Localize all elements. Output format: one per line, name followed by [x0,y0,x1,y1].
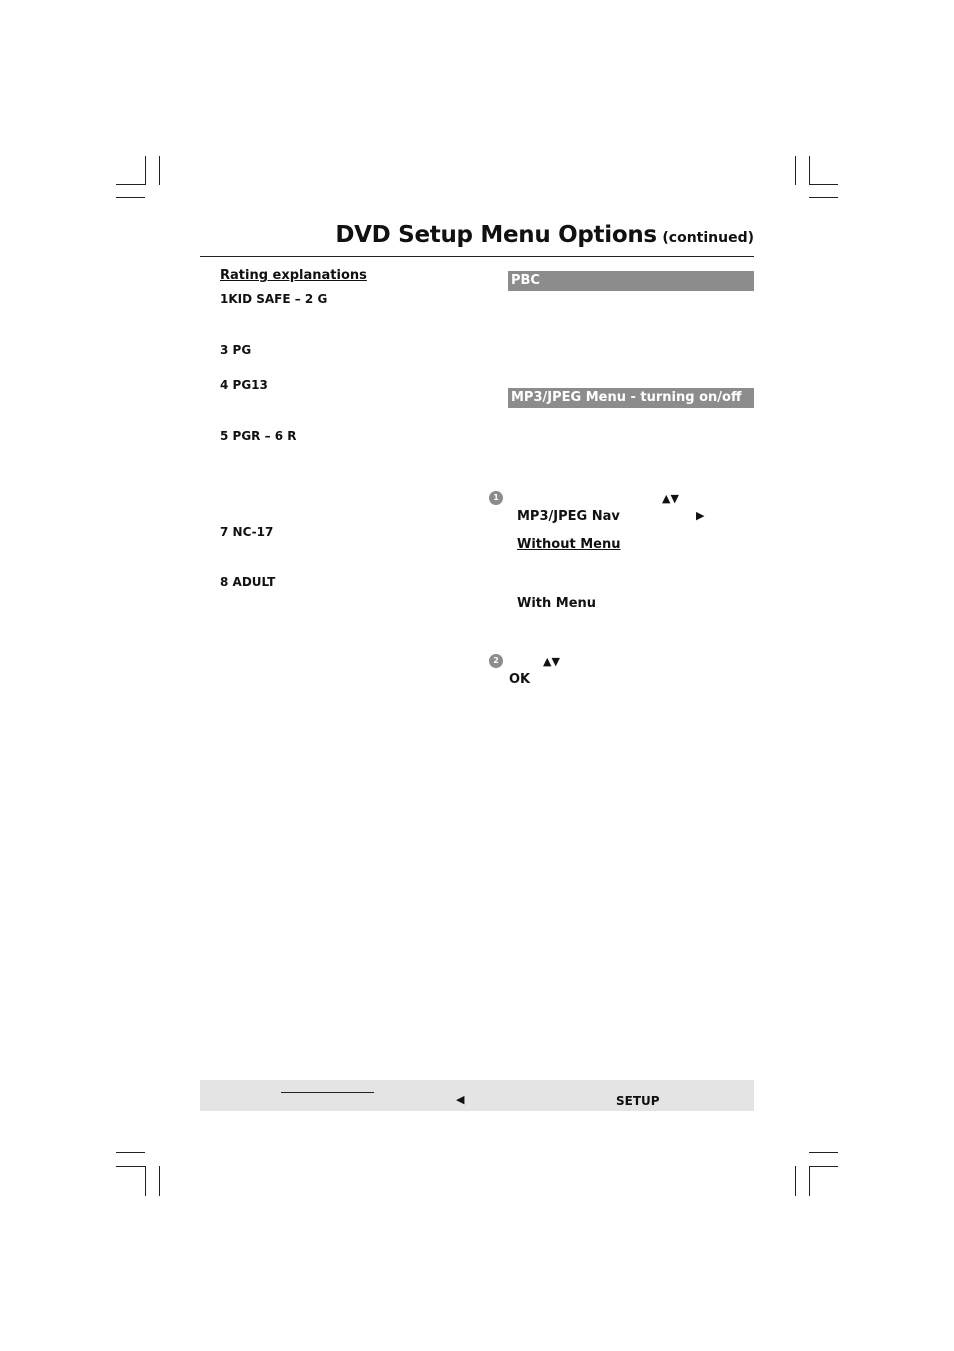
up-down-arrows-icon: ▲▼ [662,492,679,505]
rating-item: 8 ADULT [220,575,276,589]
page-title [335,222,754,248]
with-menu-option: With Menu [517,596,597,611]
rating-item: 1KID SAFE – 2 G [220,292,328,306]
page-title-main: DVD Setup Menu Options [335,222,657,248]
crop-mark [795,156,796,185]
crop-mark [116,1152,145,1153]
mp3-menu-section-bar: MP3/JPEG Menu - turning on/off [508,388,754,408]
crop-mark [145,1166,146,1196]
crop-mark [809,1166,810,1196]
crop-mark [116,184,145,185]
crop-mark [145,156,146,185]
page-title-continued: (continued) [662,230,754,246]
rating-item: 5 PGR – 6 R [220,429,297,443]
crop-mark [159,1166,160,1196]
without-menu-option: Without Menu [517,537,621,552]
footer-underline [281,1092,374,1093]
mp3-jpeg-nav-option: MP3/JPEG Nav [517,509,620,524]
crop-mark [809,1152,838,1153]
rating-item: 4 PG13 [220,378,268,392]
back-arrow-icon: ◀ [456,1093,465,1106]
rating-heading: Rating explanations [220,268,367,283]
title-rule [200,256,754,257]
step-2-badge: 2 [489,654,503,668]
footer-setup-label: SETUP [616,1094,660,1108]
crop-mark [809,156,810,185]
rating-item: 3 PG [220,343,252,357]
up-down-arrows-icon: ▲▼ [543,655,560,668]
crop-mark [809,197,838,198]
crop-mark [159,156,160,185]
crop-mark [116,1166,145,1167]
ok-label: OK [509,672,531,687]
pbc-section-bar: PBC [508,271,754,291]
step-1-badge: 1 [489,491,503,505]
arrow-right-icon: ▶ [696,509,705,522]
footer-bar [200,1080,754,1111]
rating-item: 7 NC-17 [220,525,274,539]
crop-mark [795,1166,796,1196]
crop-mark [809,1166,838,1167]
crop-mark [809,184,838,185]
crop-mark [116,197,145,198]
